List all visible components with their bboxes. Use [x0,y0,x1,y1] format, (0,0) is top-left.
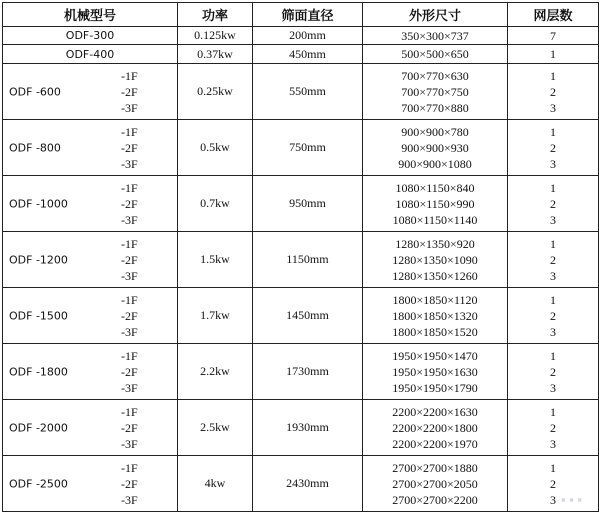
power-cell: 2.5kw [178,400,253,456]
dimension-value: 1280×1350×920 [395,236,475,251]
layer-value: 3 [550,380,556,395]
table-row [3,27,599,45]
watermark: ▪ ▪ ▪ [560,492,582,507]
model-cell [3,120,178,176]
table-body [3,27,599,512]
power-cell: 1.5kw [178,232,253,288]
layer-value: 2 [550,84,556,99]
dimension-value: 1950×1950×1630 [392,364,478,379]
model-variant: -1F [121,292,138,307]
model-variant: -1F [121,124,138,139]
layer-value: 2 [550,420,556,435]
dimension-value: 1950×1950×1470 [392,348,478,363]
dimension-value: 700×770×630 [401,68,469,83]
model-cell [3,176,178,232]
header-screen-diameter: 筛面直径 [253,3,363,27]
model-name: ODF -800 [9,141,61,154]
model-variant: -1F [121,460,138,475]
model-variant: -1F [121,404,138,419]
layers-cell [508,120,599,176]
model-name: ODF -1000 [9,197,68,210]
table-row [3,176,599,232]
model-variant: -2F [121,476,138,491]
model-cell [3,45,178,64]
layer-value: 1 [550,180,556,195]
dimension-value: 1800×1850×1520 [392,324,478,339]
dimensions-cell [363,27,508,45]
layer-value: 3 [550,268,556,283]
model-name: ODF -1800 [9,365,68,378]
model-cell [3,400,178,456]
table-row [3,232,599,288]
layer-value: 1 [550,236,556,251]
dimension-value: 700×770×750 [401,84,469,99]
table-row [3,64,599,120]
dimension-value: 900×900×930 [401,140,469,155]
power-cell: 0.125kw [178,27,253,45]
model-variant: -3F [121,380,138,395]
dimensions-cell [363,232,508,288]
screen-diameter-cell: 950mm [253,176,363,232]
screen-diameter-cell: 450mm [253,45,363,64]
layer-value: 1 [550,47,556,61]
dimension-value: 2700×2700×1880 [392,460,478,475]
power-cell: 0.37kw [178,45,253,64]
model-name: ODF -1200 [9,253,68,266]
header-power: 功率 [178,3,253,27]
header-model: 机械型号 [3,3,178,27]
layer-value: 2 [550,140,556,155]
power-cell: 1.7kw [178,288,253,344]
model-variant: -1F [121,348,138,363]
model-variant: -2F [121,140,138,155]
screen-diameter-cell: 1930mm [253,400,363,456]
variant-list [121,180,138,228]
model-cell [3,232,178,288]
model-variant: -2F [121,84,138,99]
layers-cell [508,344,599,400]
model-cell [3,64,178,120]
dimension-value: 2200×2200×1630 [392,404,478,419]
dimension-value: 1280×1350×1090 [392,252,478,267]
dimension-value: 900×900×1080 [398,156,472,171]
table-row [3,288,599,344]
model-variant: -1F [121,180,138,195]
power-cell: 0.5kw [178,120,253,176]
dimension-value: 1080×1150×840 [395,180,475,195]
dimension-value: 1280×1350×1260 [392,268,478,283]
model-variant: -2F [121,252,138,267]
dimension-value: 1080×1150×1140 [392,212,478,227]
layer-value: 3 [550,156,556,171]
power-cell: 0.25kw [178,64,253,120]
layer-value: 3 [550,492,556,507]
model-name: ODF -2500 [9,477,68,490]
model-name: ODF -600 [9,85,61,98]
layers-cell [508,232,599,288]
layer-value: 1 [550,68,556,83]
dimension-value: 350×300×737 [401,28,469,43]
model-variant: -2F [121,308,138,323]
layers-cell [508,400,599,456]
layer-value: 2 [550,308,556,323]
variant-list [121,292,138,340]
dimension-value: 700×770×880 [401,100,469,115]
layer-value: 3 [550,212,556,227]
dimensions-cell [363,64,508,120]
layer-value: 2 [550,476,556,491]
dimension-value: 500×500×650 [401,47,469,61]
header-row [3,3,599,27]
screen-diameter-cell: 750mm [253,120,363,176]
model-variant: -3F [121,436,138,451]
model-variant: -2F [121,364,138,379]
dimension-value: 1950×1950×1790 [392,380,478,395]
table-row [3,344,599,400]
screen-diameter-cell: 1450mm [253,288,363,344]
layers-cell [508,176,599,232]
table-row [3,400,599,456]
screen-diameter-cell: 2430mm [253,456,363,512]
power-cell: 2.2kw [178,344,253,400]
dimension-value: 2200×2200×1970 [392,436,478,451]
dimension-value: 1080×1150×990 [395,196,475,211]
dimensions-cell [363,45,508,64]
layer-value: 3 [550,324,556,339]
power-cell: 0.7kw [178,176,253,232]
model-variant: -3F [121,156,138,171]
model-variant: -3F [121,324,138,339]
variant-list [121,236,138,284]
dimensions-cell [363,120,508,176]
layer-value: 1 [550,124,556,139]
model-variant: -2F [121,196,138,211]
dimension-value: 2200×2200×1800 [392,420,478,435]
variant-list [121,404,138,452]
layer-value: 2 [550,364,556,379]
spec-table [2,2,599,512]
model-variant: -1F [121,236,138,251]
layer-value: 1 [550,292,556,307]
variant-list [121,68,138,116]
layer-value: 3 [550,436,556,451]
model-cell [3,288,178,344]
power-cell: 4kw [178,456,253,512]
layers-cell [508,288,599,344]
screen-diameter-cell: 1150mm [253,232,363,288]
table-row [3,120,599,176]
model-cell [3,27,178,45]
model-name: ODF -2000 [9,421,68,434]
screen-diameter-cell: 1730mm [253,344,363,400]
variant-list [121,460,138,508]
layers-cell [508,45,599,64]
model-variant: -2F [121,420,138,435]
layer-value: 7 [550,28,556,43]
dimension-value: 1800×1850×1320 [392,308,478,323]
dimension-value: 900×900×780 [401,124,469,139]
model-cell [3,456,178,512]
dimension-value: 2700×2700×2050 [392,476,478,491]
layers-cell [508,27,599,45]
table-row [3,456,599,512]
screen-diameter-cell: 550mm [253,64,363,120]
header-layers: 网层数 [508,3,599,27]
layers-cell [508,456,599,512]
model-variant: -3F [121,212,138,227]
layer-value: 2 [550,196,556,211]
layer-value: 3 [550,100,556,115]
dimension-value: 1800×1850×1120 [392,292,478,307]
model-variant: -3F [121,268,138,283]
dimensions-cell [363,456,508,512]
dimensions-cell [363,176,508,232]
model-name: ODF-300 [65,29,115,42]
dimensions-cell [363,288,508,344]
model-variant: -3F [121,100,138,115]
model-variant: -1F [121,68,138,83]
variant-list [121,348,138,396]
variant-list [121,124,138,172]
screen-diameter-cell: 200mm [253,27,363,45]
dimension-value: 2700×2700×2200 [392,492,478,507]
layer-value: 1 [550,404,556,419]
dimensions-cell [363,400,508,456]
layer-value: 1 [550,460,556,475]
layers-cell [508,64,599,120]
dimensions-cell [363,344,508,400]
header-dimensions: 外形尺寸 [363,3,508,27]
table-row [3,45,599,64]
model-name: ODF -1500 [9,309,68,322]
model-name: ODF-400 [65,47,115,61]
layer-value: 1 [550,348,556,363]
layer-value: 2 [550,252,556,267]
model-cell [3,344,178,400]
model-variant: -3F [121,492,138,507]
